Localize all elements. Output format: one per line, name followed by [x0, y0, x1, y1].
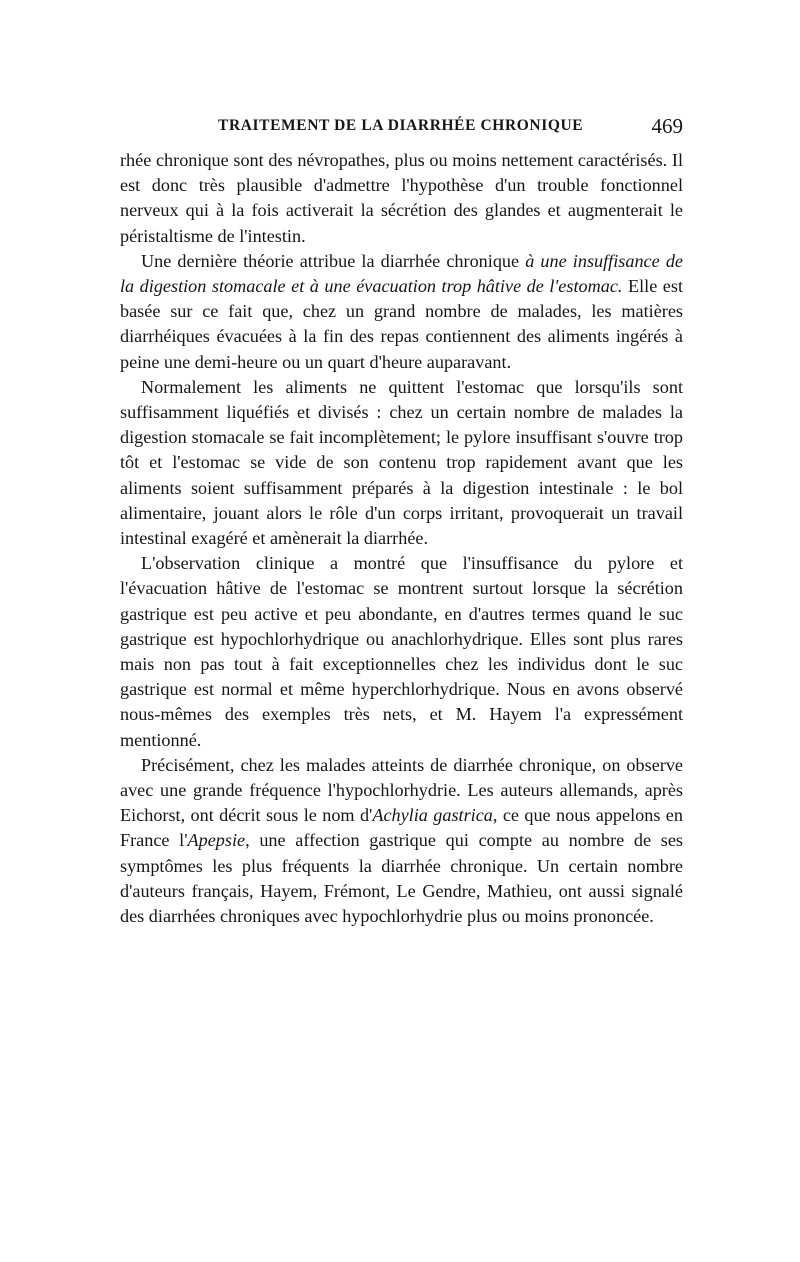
- italic-term-apepsie: Apepsie: [187, 830, 246, 851]
- italic-phrase: à une insuffisance de la digestion stomacale et à une évacuation trop hâtive de l'estomac.: [120, 250, 683, 297]
- text-segment: , une affection gastrique qui compte au nombre de ses symptômes les plus fréquents la diarrhée chronique. Un certain nombre d'auteurs français, Hayem, Frémont, Le Gendre, Mathieu, ont aussi signalé des diarrhées chroniques avec hypochlorhydrie plus ou moins prononcée.: [120, 830, 683, 927]
- text-segment: Normalement les aliments ne quittent l'estomac que lorsqu'ils sont suffisamment liquéfiés et divisés : chez un certain nombre de malades la digestion stomacale se fait incomplètement; le pylore insuffisant s'ouvre trop tôt et l'estomac se vide de son contenu trop rapidement avant que les aliments soient suffisamment préparés à la digestion intestinale : le bol alimentaire, jouant alors le rôle d'un corps irritant, provoquerait un travail intestinal exagéré et amènerait la diarrhée.: [120, 376, 683, 549]
- paragraph-hypochlorhydria: [120, 753, 683, 929]
- italic-term-achylia: Achylia gastrica: [372, 805, 493, 826]
- text-segment: rhée chronique sont des névropathes, plus ou moins nettement caractérisés. Il est donc très plausible d'admettre l'hypothèse d'un trouble fonctionnel nerveux qui à la fois activerait la sécrétion des glandes et augmenterait le péristaltisme de l'intestin.: [120, 150, 683, 246]
- paragraph-clinical-observation: [120, 551, 683, 753]
- text-segment: Une dernière théorie attribue la diarrhée chronique: [141, 250, 526, 271]
- body-text: [120, 148, 683, 929]
- text-segment: Précisément, chez les malades atteints de diarrhée chronique, on observe avec une grande fréquence l'hypochlorhydrie. Les auteurs allemands, après Eichorst, ont décrit sous le nom d': [120, 754, 683, 826]
- text-segment: Elle est basée sur ce fait que, chez un grand nombre de malades, les matières diarrhéiques évacuées à la fin des repas contiennent des aliments ingérés à peine une demi-heure ou un quart d'heure auparavant.: [120, 276, 683, 372]
- running-title: TRAITEMENT DE LA DIARRHÉE CHRONIQUE: [218, 117, 584, 134]
- page-number: 469: [651, 114, 683, 138]
- paragraph-normal-digestion: [120, 375, 683, 551]
- page-header: [120, 114, 683, 141]
- text-segment: , ce que nous appelons en France l': [120, 805, 683, 851]
- paragraph-continued: [120, 148, 683, 249]
- text-segment: L'observation clinique a montré que l'insuffisance du pylore et l'évacuation hâtive de l'estomac se montrent surtout lorsque la sécrétion gastrique est peu active et peu abondante, en d'autres termes quand le suc gastrique est hypochlorhydrique ou anachlorhydrique. Elles sont plus rares mais non pas tout à fait exceptionnelles chez les individus dont le suc gastrique est normal et même hyperchlorhydrique. Nous en avons observé nous-mêmes des exemples très nets, et M. Hayem l'a expressément mentionné.: [120, 553, 683, 750]
- paragraph-theory: [120, 249, 683, 375]
